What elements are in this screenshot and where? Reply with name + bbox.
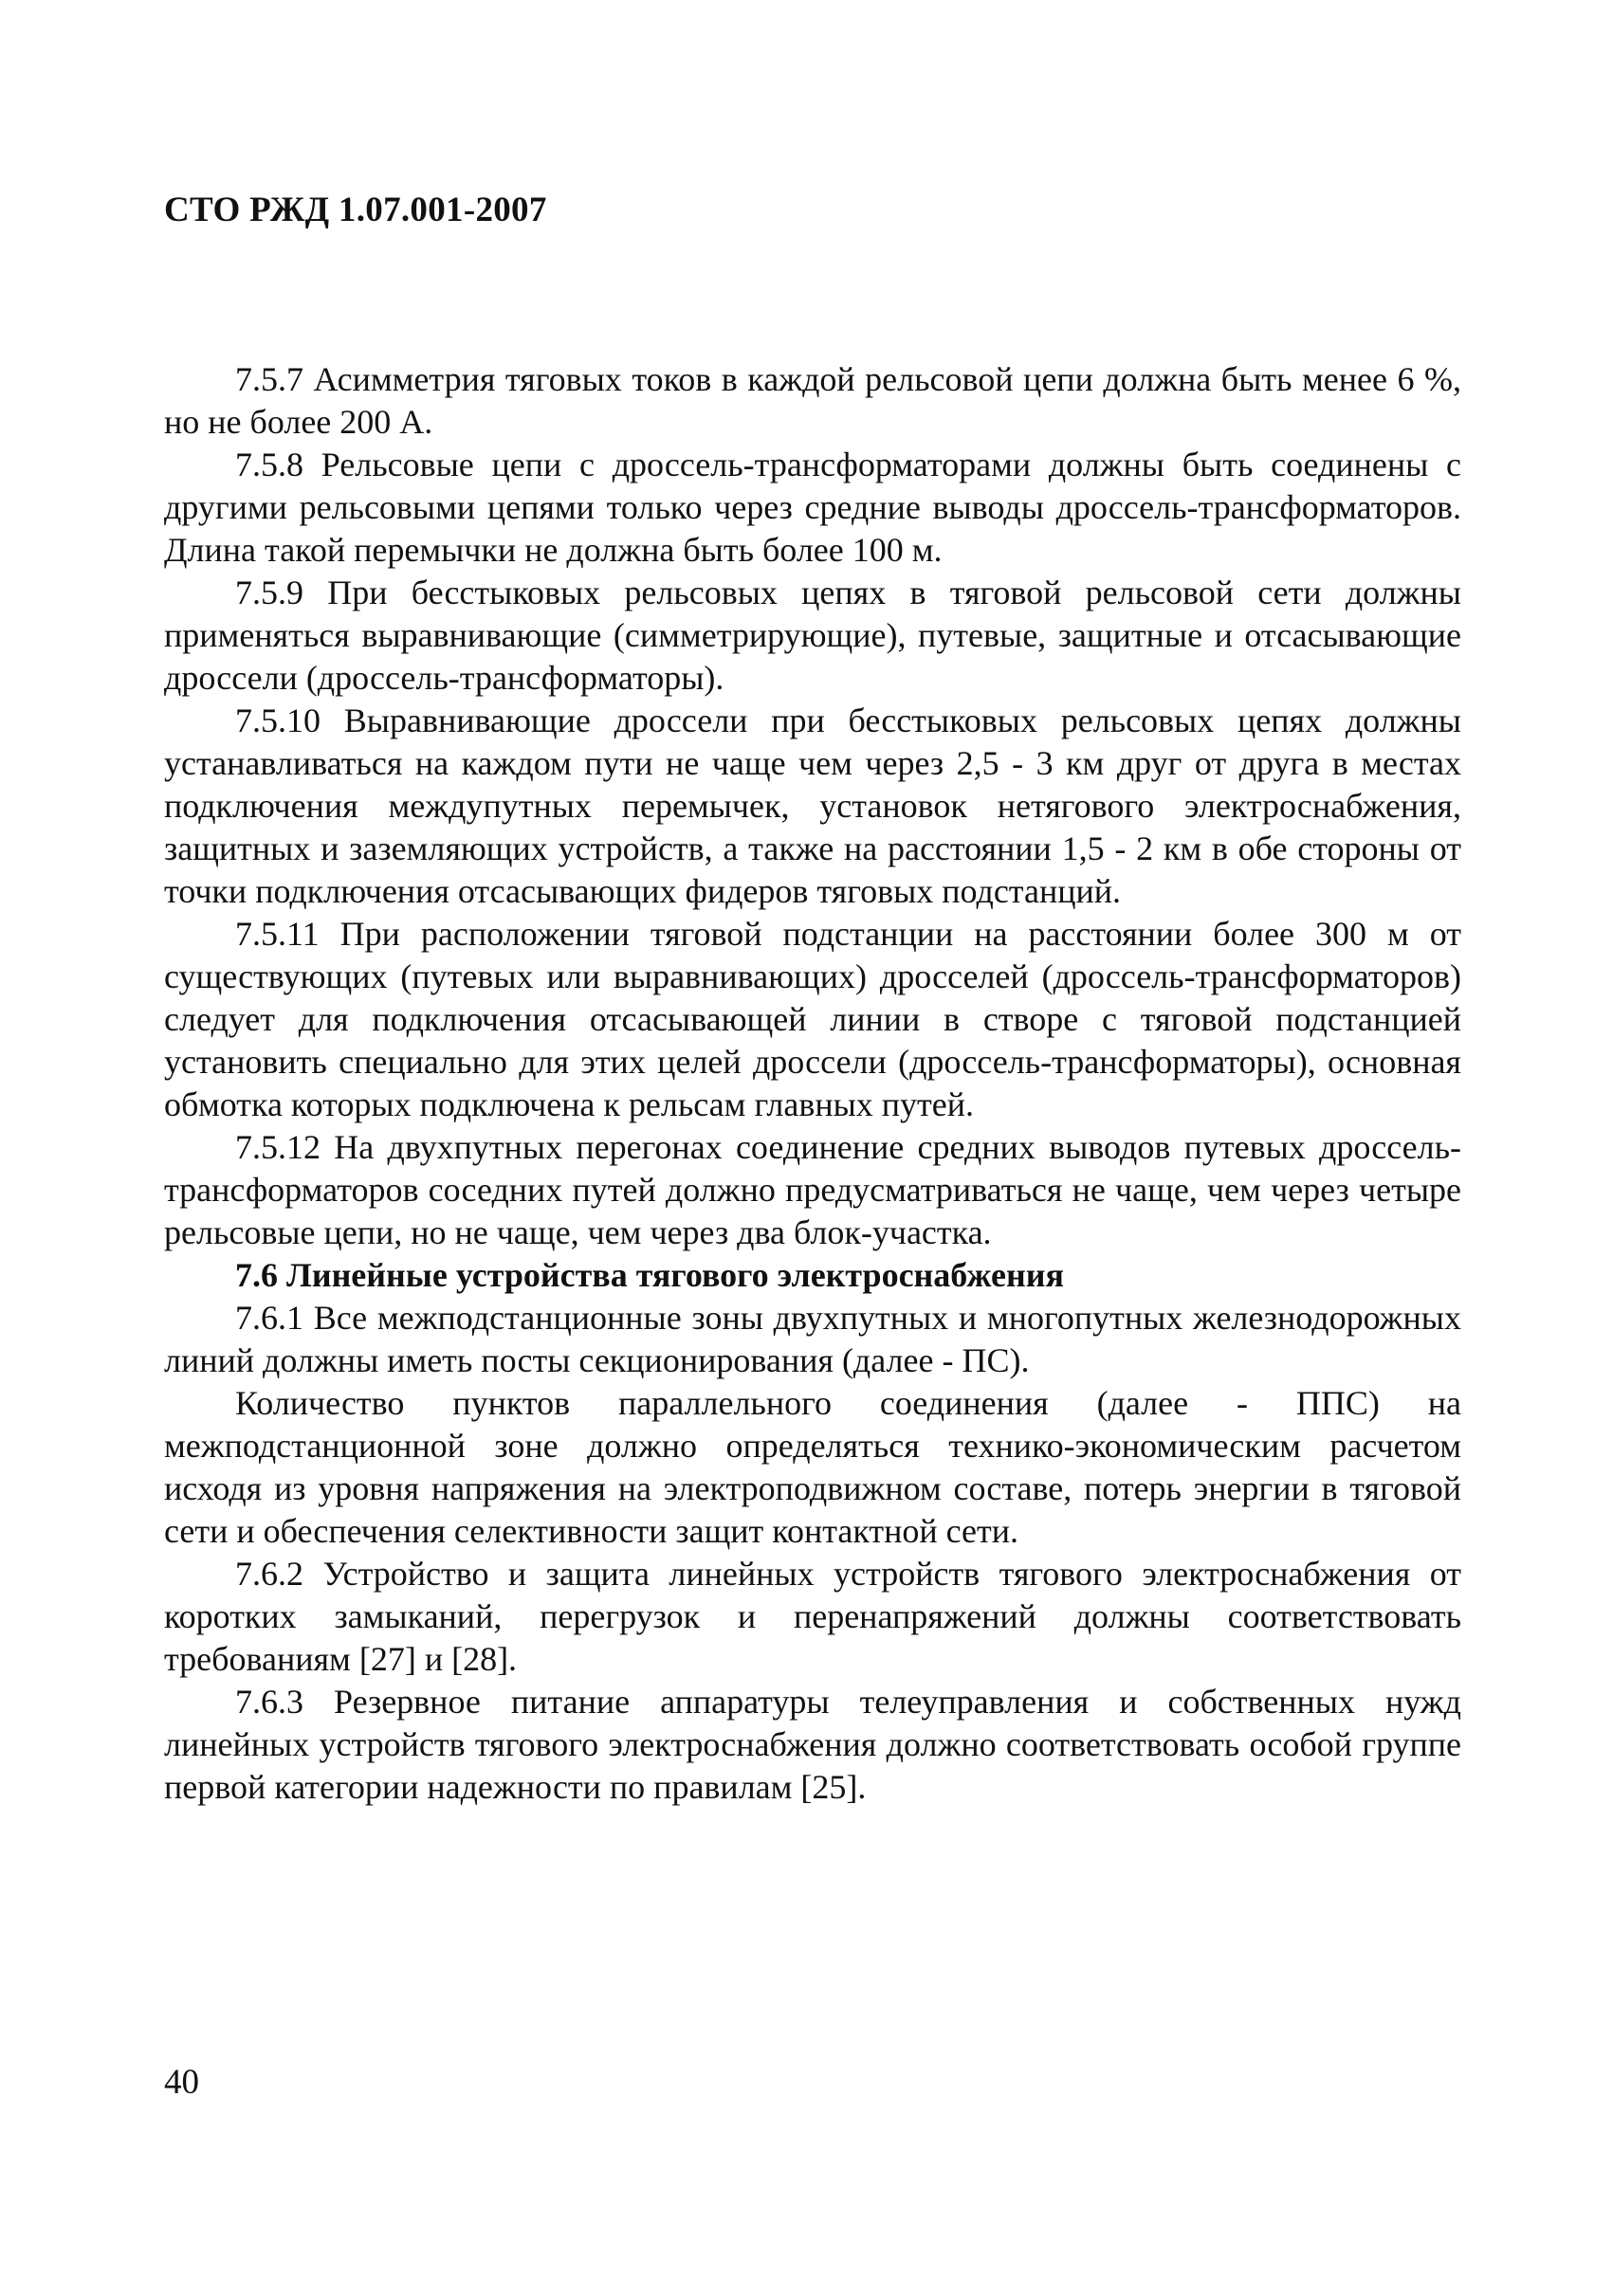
paragraph-7-5-8: 7.5.8 Рельсовые цепи с дроссель-трансформаторами должны быть соединены с другими рельсовыми цепями только через средние выводы дроссель-трансформаторов. Длина такой перемычки не должна быть более 100 м.	[164, 446, 1461, 569]
paragraph-7-5-10: 7.5.10 Выравнивающие дроссели при бесстыковых рельсовых цепях должны устанавливаться на каждом пути не чаще чем через 2,5 - 3 км друг от друга в местах подключения междупутных перемычек, установок нетягового электроснабжения, защитных и заземляющих устройств, а также на расстоянии 1,5 - 2 км в обе стороны от точки подключения отсасывающих фидеров тяговых подстанций.	[164, 702, 1461, 910]
paragraph-7-5-9: 7.5.9 При бесстыковых рельсовых цепях в тяговой рельсовой сети должны применяться выравнивающие (симметрирующие), путевые, защитные и отсасывающие дроссели (дроссель-трансформаторы).	[164, 574, 1461, 697]
paragraph-pps-count: Количество пунктов параллельного соединения (далее - ППС) на межподстанционной зоне должно определяться технико-экономическим расчетом исходя из уровня напряжения на электроподвижном составе, потерь энергии в тяговой сети и обеспечения селективности защит контактной сети.	[164, 1384, 1461, 1550]
document-body	[164, 358, 1461, 1809]
paragraph-7-5-12: 7.5.12 На двухпутных перегонах соединение средних выводов путевых дроссель-трансформаторов соседних путей должно предусматриваться не чаще, чем через четыре рельсовые цепи, но не чаще, чем через два блок-участка.	[164, 1128, 1461, 1251]
paragraph-7-5-11: 7.5.11 При расположении тяговой подстанции на расстоянии более 300 м от существующих (путевых или выравнивающих) дросселей (дроссель-трансформаторов) следует для подключения отсасывающей линии в створе с тяговой подстанцией установить специально для этих целей дроссели (дроссель-трансформаторы), основная обмотка которых подключена к рельсам главных путей.	[164, 915, 1461, 1123]
document-code-header: СТО РЖД 1.07.001-2007	[164, 191, 547, 229]
paragraph-7-6-2: 7.6.2 Устройство и защита линейных устройств тягового электроснабжения от коротких замыканий, перегрузок и перенапряжений должны соответствовать требованиям [27] и [28].	[164, 1555, 1461, 1678]
paragraph-7-5-7: 7.5.7 Асимметрия тяговых токов в каждой рельсовой цепи должна быть менее 6 %, но не более 200 А.	[164, 360, 1461, 441]
paragraph-7-6-1: 7.6.1 Все межподстанционные зоны двухпутных и многопутных железнодорожных линий должны иметь посты секционирования (далее - ПС).	[164, 1299, 1461, 1379]
section-heading-7-6: 7.6 Линейные устройства тягового электроснабжения	[235, 1256, 1064, 1294]
paragraph-7-6-3: 7.6.3 Резервное питание аппаратуры телеуправления и собственных нужд линейных устройств тягового электроснабжения должно соответствовать особой группе первой категории надежности по правилам [25].	[164, 1683, 1461, 1806]
page-number: 40	[164, 2063, 199, 2102]
